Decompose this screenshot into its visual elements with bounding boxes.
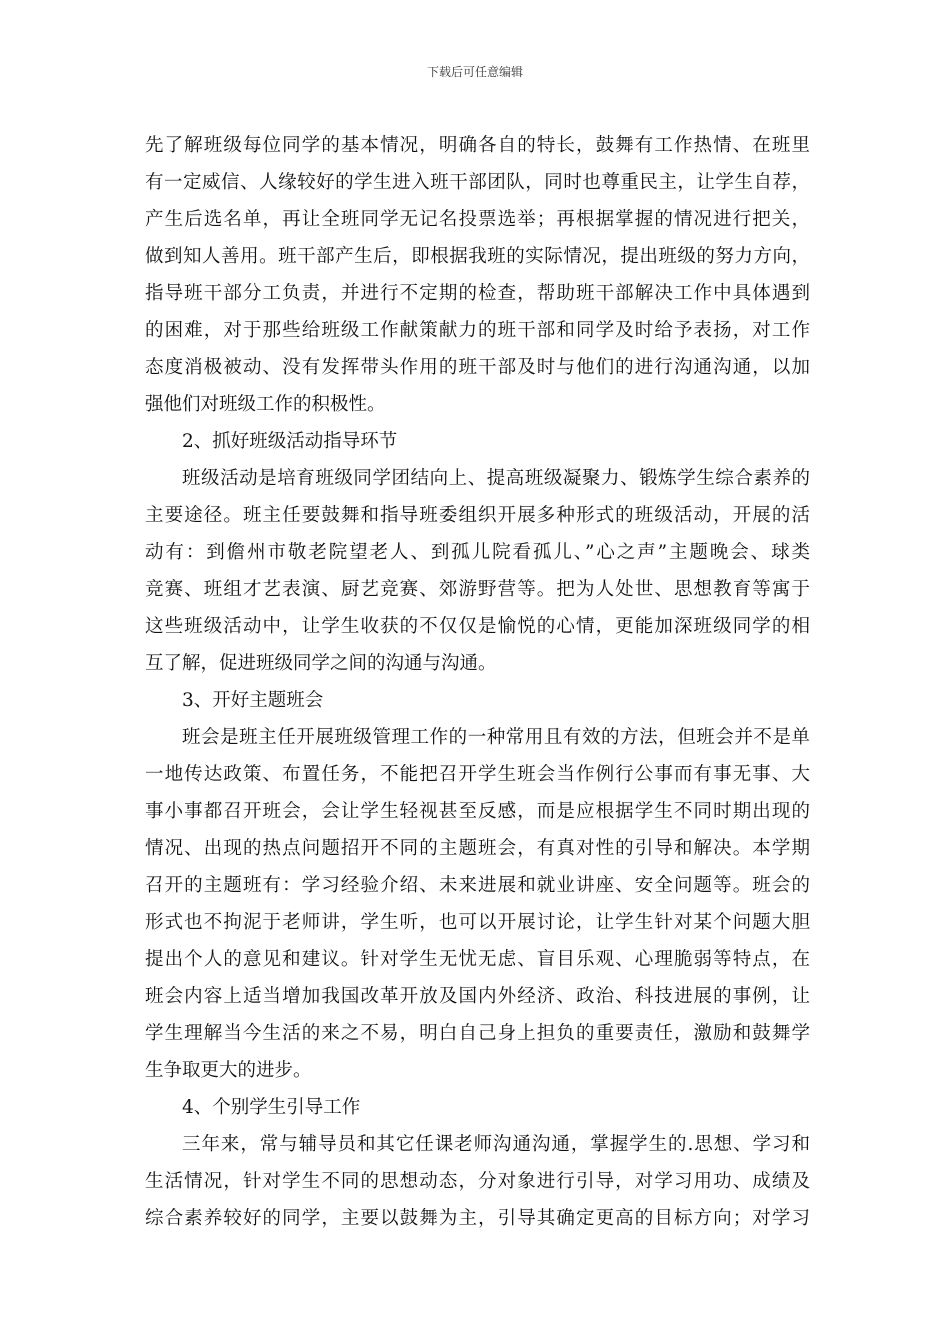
text-line: 班会是班主任开展班级管理工作的一种常用且有效的方法，但班会并不是单 (182, 727, 810, 748)
text-line: 生活情况，针对学生不同的思想动态，分对象进行引导，对学习用功、成绩及 (145, 1171, 810, 1192)
text-line: 情况、出现的热点问题招开不同的主题班会，有真对性的引导和解决。本学期 (145, 838, 810, 859)
page-header: 下载后可任意编辑 (426, 65, 523, 79)
text-line: 4、个别学生引导工作 (182, 1097, 361, 1118)
text-line: 先了解班级每位同学的基本情况，明确各自的特长，鼓舞有工作热情、在班里 (145, 135, 810, 156)
text-line: 形式也不拘泥于老师讲，学生听，也可以开展讨论，让学生针对某个问题大胆 (145, 912, 810, 933)
text-line: 有一定威信、人缘较好的学生进入班干部团队，同时也尊重民主，让学生自荐， (145, 172, 810, 193)
text-line: 事小事都召开班会，会让学生轻视甚至反感，而是应根据学生不同时期出现的 (145, 801, 810, 822)
text-line: 学生理解当今生活的来之不易，明白自己身上担负的重要责任，激励和鼓舞学 (145, 1023, 810, 1044)
text-line: 班会内容上适当增加我国改革开放及国内外经济、政治、科技进展的事例，让 (145, 986, 810, 1007)
text-line: 做到知人善用。班干部产生后，即根据我班的实际情况，提出班级的努力方向， (145, 246, 810, 267)
text-line: 综合素养较好的同学，主要以鼓舞为主，引导其确定更高的目标方向；对学习 (145, 1208, 810, 1229)
text-line: 主要途径。班主任要鼓舞和指导班委组织开展多种形式的班级活动，开展的活 (145, 505, 810, 526)
text-line: 班级活动是培育班级同学团结向上、提高班级凝聚力、锻炼学生综合素养的 (182, 468, 810, 489)
text-line: 2、抓好班级活动指导环节 (182, 431, 398, 452)
text-line: 召开的主题班有：学习经验介绍、未来进展和就业讲座、安全问题等。班会的 (145, 875, 810, 896)
text-line: 竞赛、班组才艺表演、厨艺竞赛、郊游野营等。把为人处世、思想教育等寓于 (145, 579, 810, 600)
text-line: 态度消极被动、没有发挥带头作用的班干部及时与他们的进行沟通沟通，以加 (145, 357, 810, 378)
text-line: 提出个人的意见和建议。针对学生无忧无虑、盲目乐观、心理脆弱等特点，在 (145, 949, 810, 970)
text-line: 三年来，常与辅导员和其它任课老师沟通沟通，掌握学生的.思想、学习和 (182, 1134, 810, 1155)
text-line: 3、开好主题班会 (182, 690, 324, 711)
text-line: 一地传达政策、布置任务，不能把召开学生班会当作例行公事而有事无事、大 (145, 764, 810, 785)
document-body (145, 127, 810, 1237)
text-line: 互了解，促进班级同学之间的沟通与沟通。 (145, 653, 497, 674)
text-line: 指导班干部分工负责，并进行不定期的检查，帮助班干部解决工作中具体遇到 (145, 283, 810, 304)
text-line: 这些班级活动中，让学生收获的不仅仅是愉悦的心情，更能加深班级同学的相 (145, 616, 810, 637)
text-line: 强他们对班级工作的积极性。 (145, 394, 386, 415)
text-line: 动有：到儋州市敬老院望老人、到孤儿院看孤儿、”心之声”主题晚会、球类 (145, 542, 810, 563)
text-line: 的困难，对于那些给班级工作献策献力的班干部和同学及时给予表扬，对工作 (145, 320, 810, 341)
text-line: 生争取更大的进步。 (145, 1060, 312, 1081)
text-line: 产生后选名单，再让全班同学无记名投票选举；再根据掌握的情况进行把关， (145, 209, 810, 230)
